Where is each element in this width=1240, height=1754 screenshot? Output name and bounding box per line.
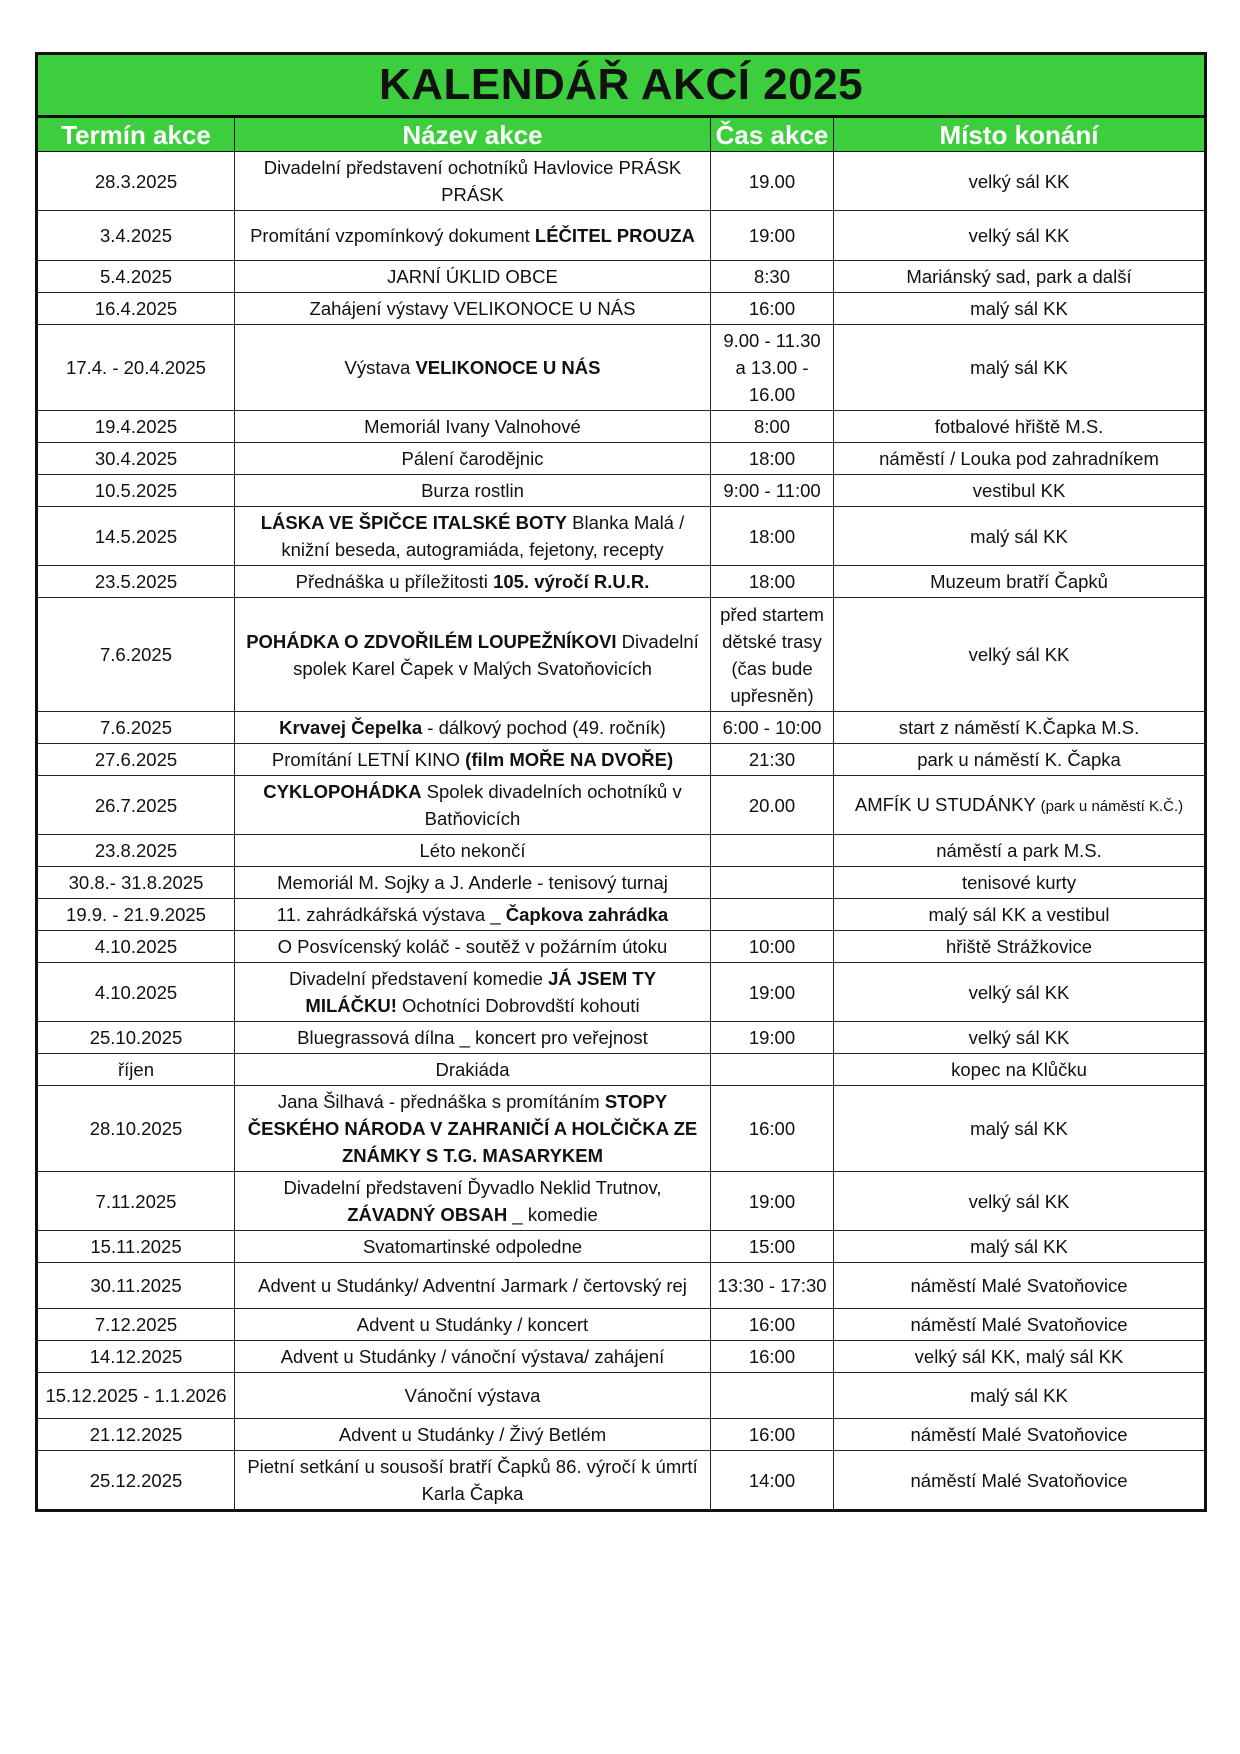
text-run: malý sál KK: [970, 1118, 1068, 1139]
table-row: [37, 835, 1206, 867]
text-run: Bluegrassová dílna _ koncert pro veřejnost: [297, 1027, 648, 1048]
event-name: [235, 1309, 711, 1341]
event-date: 15.11.2025: [37, 1231, 235, 1263]
text-run: Advent u Studánky / Živý Betlém: [338, 1424, 607, 1445]
event-place: [834, 411, 1206, 443]
table-row: [37, 712, 1206, 744]
text-run: kopec na Klůčku: [951, 1059, 1087, 1080]
table-row: [37, 325, 1206, 411]
event-name: [235, 1419, 711, 1451]
text-run: náměstí Malé Svatoňovice: [910, 1469, 1128, 1491]
event-date: 27.6.2025: [37, 744, 235, 776]
event-time: [711, 899, 834, 931]
text-run: JARNÍ ÚKLID OBCE: [387, 266, 558, 287]
event-date: 5.4.2025: [37, 261, 235, 293]
table-row: [37, 1451, 1206, 1511]
text-run: (film MOŘE NA DVOŘE): [465, 749, 674, 770]
text-run: Advent u Studánky / koncert: [356, 1314, 589, 1335]
text-run: Mariánský sad, park a další: [906, 266, 1132, 287]
event-name: [235, 566, 711, 598]
text-run: Divadelní představení komedie: [288, 968, 549, 989]
table-row: [37, 1172, 1206, 1231]
event-time: 21:30: [711, 744, 834, 776]
event-name: [235, 152, 711, 211]
event-date: 7.11.2025: [37, 1172, 235, 1231]
event-name: [235, 507, 711, 566]
event-name: [235, 211, 711, 261]
text-run: POHÁDKA O ZDVOŘILÉM LOUPEŽNÍKOVI: [246, 630, 617, 652]
event-time: 18:00: [711, 507, 834, 566]
event-name: [235, 598, 711, 712]
event-calendar: [35, 52, 1204, 1512]
event-place: [834, 1419, 1206, 1451]
table-row: [37, 1309, 1206, 1341]
event-time: 8:30: [711, 261, 834, 293]
table-row: [37, 867, 1206, 899]
text-run: malý sál KK: [970, 298, 1068, 319]
header-row: [37, 117, 1206, 152]
event-place: [834, 598, 1206, 712]
event-date: 4.10.2025: [37, 963, 235, 1022]
text-run: (park u náměstí K.Č.): [1040, 797, 1184, 815]
event-time: 16:00: [711, 293, 834, 325]
text-run: malý sál KK: [970, 525, 1068, 547]
table-row: [37, 411, 1206, 443]
text-run: Muzeum bratří Čapků: [930, 571, 1108, 592]
text-run: LÁSKA VE ŠPIČCE ITALSKÉ BOTY: [260, 512, 568, 533]
text-run: Spolek divadelních ochotníků v Batňovicích: [421, 781, 682, 829]
event-place: [834, 261, 1206, 293]
text-run: AMFÍK U STUDÁNKY: [854, 793, 1041, 815]
event-date: 23.8.2025: [37, 835, 235, 867]
table-row: [37, 475, 1206, 507]
text-run: Výstava: [344, 357, 416, 378]
event-name: [235, 744, 711, 776]
event-place: [834, 1086, 1206, 1172]
text-run: velký sál KK, malý sál KK: [914, 1346, 1124, 1367]
event-time: 10:00: [711, 931, 834, 963]
text-run: Memoriál M. Sojky a J. Anderle - tenisový turnaj: [277, 872, 668, 893]
table-row: [37, 931, 1206, 963]
event-date: 16.4.2025: [37, 293, 235, 325]
event-date: 30.4.2025: [37, 443, 235, 475]
event-place: [834, 566, 1206, 598]
event-date: 4.10.2025: [37, 931, 235, 963]
event-name: [235, 1022, 711, 1054]
event-place: [834, 152, 1206, 211]
event-place: [834, 744, 1206, 776]
text-run: _ komedie: [507, 1204, 598, 1225]
text-run: O Posvícenský koláč - soutěž v požárním útoku: [277, 936, 668, 957]
event-name: [235, 931, 711, 963]
event-time: 18:00: [711, 566, 834, 598]
event-place: [834, 776, 1206, 835]
event-date: 30.8.- 31.8.2025: [37, 867, 235, 899]
event-place: [834, 1341, 1206, 1373]
event-time: 19:00: [711, 1022, 834, 1054]
event-place: [834, 1309, 1206, 1341]
event-time: 19:00: [711, 211, 834, 261]
table-row: [37, 566, 1206, 598]
event-date: 10.5.2025: [37, 475, 235, 507]
text-run: Memoriál Ivany Valnohové: [364, 416, 581, 437]
event-name: [235, 899, 711, 931]
text-run: 11. zahrádkářská výstava _: [276, 904, 506, 925]
events-body: [37, 152, 1206, 1511]
event-time: 16:00: [711, 1086, 834, 1172]
text-run: náměstí Malé Svatoňovice: [910, 1424, 1128, 1445]
text-run: velký sál KK: [968, 981, 1070, 1003]
text-run: Divadelní představení Ďyvadlo Neklid Trutnov,: [283, 1177, 662, 1198]
text-run: ZÁVADNÝ OBSAH: [347, 1204, 508, 1225]
table-row: [37, 776, 1206, 835]
text-run: Krvavej Čepelka: [279, 717, 423, 738]
table-row: [37, 1054, 1206, 1086]
event-place: [834, 712, 1206, 744]
event-name: [235, 261, 711, 293]
event-date: 25.10.2025: [37, 1022, 235, 1054]
table-row: [37, 261, 1206, 293]
event-time: 19:00: [711, 963, 834, 1022]
page-title: KALENDÁŘ AKCÍ 2025: [37, 54, 1206, 117]
event-place: [834, 1231, 1206, 1263]
event-date: 14.12.2025: [37, 1341, 235, 1373]
table-row: [37, 899, 1206, 931]
event-date: 28.10.2025: [37, 1086, 235, 1172]
text-run: Promítání vzpomínkový dokument: [250, 225, 535, 246]
event-name: [235, 1172, 711, 1231]
event-date: 19.9. - 21.9.2025: [37, 899, 235, 931]
text-run: park u náměstí K. Čapka: [917, 749, 1121, 770]
event-name: [235, 1451, 711, 1511]
text-run: tenisové kurty: [961, 872, 1077, 893]
event-place: [834, 1373, 1206, 1419]
table-row: [37, 744, 1206, 776]
event-date: 7.6.2025: [37, 598, 235, 712]
table-row: [37, 963, 1206, 1022]
event-place: [834, 1022, 1206, 1054]
event-place: [834, 507, 1206, 566]
text-run: JÁ JSEM TY MILÁČKU!: [305, 968, 657, 1016]
event-name: [235, 293, 711, 325]
text-run: Přednáška u příležitosti: [295, 571, 494, 592]
event-place: [834, 1263, 1206, 1309]
text-run: STOPY ČESKÉHO NÁRODA V ZAHRANIČÍ A HOLČIČKA ZE ZNÁMKY S T.G. MASARYKEM: [247, 1091, 698, 1166]
text-run: malý sál KK: [970, 1236, 1068, 1257]
event-time: 6:00 - 10:00: [711, 712, 834, 744]
text-run: Vánoční výstava: [404, 1385, 541, 1406]
text-run: velký sál KK: [968, 1027, 1070, 1048]
event-name: [235, 475, 711, 507]
text-run: Divadelní spolek Karel Čapek v Malých Svatoňovicích: [293, 630, 699, 679]
event-time: 9:00 - 11:00: [711, 475, 834, 507]
event-date: 14.5.2025: [37, 507, 235, 566]
table-row: [37, 598, 1206, 712]
text-run: Divadelní představení ochotníků Havlovice PRÁSK PRÁSK: [263, 157, 682, 205]
event-date: 26.7.2025: [37, 776, 235, 835]
event-name: [235, 712, 711, 744]
header-name: Název akce: [235, 117, 711, 152]
table-row: [37, 1373, 1206, 1419]
header-place: Místo konání: [834, 117, 1206, 152]
event-name: [235, 1263, 711, 1309]
text-run: Advent u Studánky / vánoční výstava/ zahájení: [280, 1346, 665, 1367]
event-date: 17.4. - 20.4.2025: [37, 325, 235, 411]
event-name: [235, 963, 711, 1022]
table-row: [37, 211, 1206, 261]
text-run: velký sál KK: [968, 170, 1070, 192]
text-run: Svatomartinské odpoledne: [362, 1236, 583, 1257]
table-row: [37, 507, 1206, 566]
table-row: [37, 443, 1206, 475]
event-date: 19.4.2025: [37, 411, 235, 443]
event-date: 7.12.2025: [37, 1309, 235, 1341]
event-name: [235, 325, 711, 411]
event-name: [235, 1231, 711, 1263]
event-date: 30.11.2025: [37, 1263, 235, 1309]
event-place: [834, 1451, 1206, 1511]
event-name: [235, 867, 711, 899]
event-time: 15:00: [711, 1231, 834, 1263]
table-row: [37, 1341, 1206, 1373]
text-run: náměstí Malé Svatoňovice: [910, 1314, 1128, 1335]
event-name: [235, 1086, 711, 1172]
table-row: [37, 293, 1206, 325]
event-time: před startem dětské trasy (čas bude upřesněn): [711, 598, 834, 712]
text-run: Advent u Studánky/ Adventní Jarmark / čertovský rej: [258, 1275, 687, 1296]
text-run: Pálení čarodějnic: [401, 448, 544, 469]
event-time: 9.00 - 11.30 a 13.00 - 16.00: [711, 325, 834, 411]
event-time: 20.00: [711, 776, 834, 835]
event-time: 14:00: [711, 1451, 834, 1511]
event-name: [235, 1341, 711, 1373]
event-date: 25.12.2025: [37, 1451, 235, 1511]
table-row: [37, 1086, 1206, 1172]
event-name: [235, 1054, 711, 1086]
event-place: [834, 325, 1206, 411]
text-run: náměstí a park M.S.: [936, 840, 1102, 861]
event-date: 23.5.2025: [37, 566, 235, 598]
text-run: Zahájení výstavy VELIKONOCE U NÁS: [309, 298, 636, 319]
event-name: [235, 443, 711, 475]
header-date: Termín akce: [37, 117, 235, 152]
event-place: [834, 931, 1206, 963]
text-run: Jana Šilhavá - přednáška s promítáním: [277, 1091, 605, 1112]
event-time: 19:00: [711, 1172, 834, 1231]
text-run: Blanka Malá / knižní beseda, autogramiáda, fejetony, recepty: [281, 512, 685, 560]
text-run: 105. výročí R.U.R.: [493, 571, 650, 592]
text-run: fotbalové hřiště M.S.: [934, 416, 1104, 437]
text-run: náměstí / Louka pod zahradníkem: [879, 448, 1159, 469]
event-time: [711, 1373, 834, 1419]
event-time: 18:00: [711, 443, 834, 475]
text-run: start z náměstí K.Čapka M.S.: [898, 717, 1140, 738]
event-time: 13:30 - 17:30: [711, 1263, 834, 1309]
event-place: [834, 475, 1206, 507]
text-run: - dálkový pochod (49. ročník): [422, 717, 666, 738]
event-place: [834, 899, 1206, 931]
event-name: [235, 411, 711, 443]
event-time: 16:00: [711, 1419, 834, 1451]
text-run: malý sál KK: [970, 357, 1068, 378]
text-run: CYKLOPOHÁDKA: [263, 781, 422, 802]
header-time: Čas akce: [711, 117, 834, 152]
event-name: [235, 1373, 711, 1419]
text-run: malý sál KK a vestibul: [928, 904, 1110, 925]
text-run: hřiště Strážkovice: [946, 936, 1092, 957]
table-row: [37, 152, 1206, 211]
text-run: velký sál KK: [968, 644, 1070, 665]
text-run: vestibul KK: [972, 480, 1066, 501]
event-time: 19.00: [711, 152, 834, 211]
text-run: malý sál KK: [970, 1385, 1068, 1406]
event-name: [235, 835, 711, 867]
table-row: [37, 1231, 1206, 1263]
text-run: Ochotníci Dobrovdští kohouti: [396, 995, 640, 1016]
text-run: Burza rostlin: [421, 480, 524, 501]
event-time: 16:00: [711, 1341, 834, 1373]
event-time: [711, 835, 834, 867]
event-date: 7.6.2025: [37, 712, 235, 744]
text-run: Promítání LETNÍ KINO: [271, 749, 466, 770]
text-run: LÉČITEL PROUZA: [534, 225, 695, 246]
event-place: [834, 1172, 1206, 1231]
event-time: [711, 1054, 834, 1086]
text-run: Čapkova zahrádka: [505, 904, 669, 925]
event-place: [834, 443, 1206, 475]
text-run: náměstí Malé Svatoňovice: [910, 1275, 1128, 1296]
event-place: [834, 211, 1206, 261]
event-time: 16:00: [711, 1309, 834, 1341]
event-place: [834, 1054, 1206, 1086]
events-table: [35, 52, 1207, 1512]
event-time: [711, 867, 834, 899]
event-date: 21.12.2025: [37, 1419, 235, 1451]
event-date: 15.12.2025 - 1.1.2026: [37, 1373, 235, 1419]
event-place: [834, 963, 1206, 1022]
event-place: [834, 835, 1206, 867]
event-time: 8:00: [711, 411, 834, 443]
table-row: [37, 1263, 1206, 1309]
event-place: [834, 867, 1206, 899]
event-date: říjen: [37, 1054, 235, 1086]
event-place: [834, 293, 1206, 325]
text-run: Léto nekončí: [419, 840, 526, 861]
text-run: Drakiáda: [435, 1059, 510, 1080]
event-date: 3.4.2025: [37, 211, 235, 261]
table-row: [37, 1022, 1206, 1054]
text-run: velký sál KK: [968, 1190, 1070, 1212]
event-date: 28.3.2025: [37, 152, 235, 211]
event-name: [235, 776, 711, 835]
table-row: [37, 1419, 1206, 1451]
text-run: VELIKONOCE U NÁS: [415, 357, 601, 378]
text-run: velký sál KK: [968, 225, 1070, 246]
text-run: Pietní setkání u sousoší bratří Čapků 86. výročí k úmrtí Karla Čapka: [247, 1456, 698, 1504]
